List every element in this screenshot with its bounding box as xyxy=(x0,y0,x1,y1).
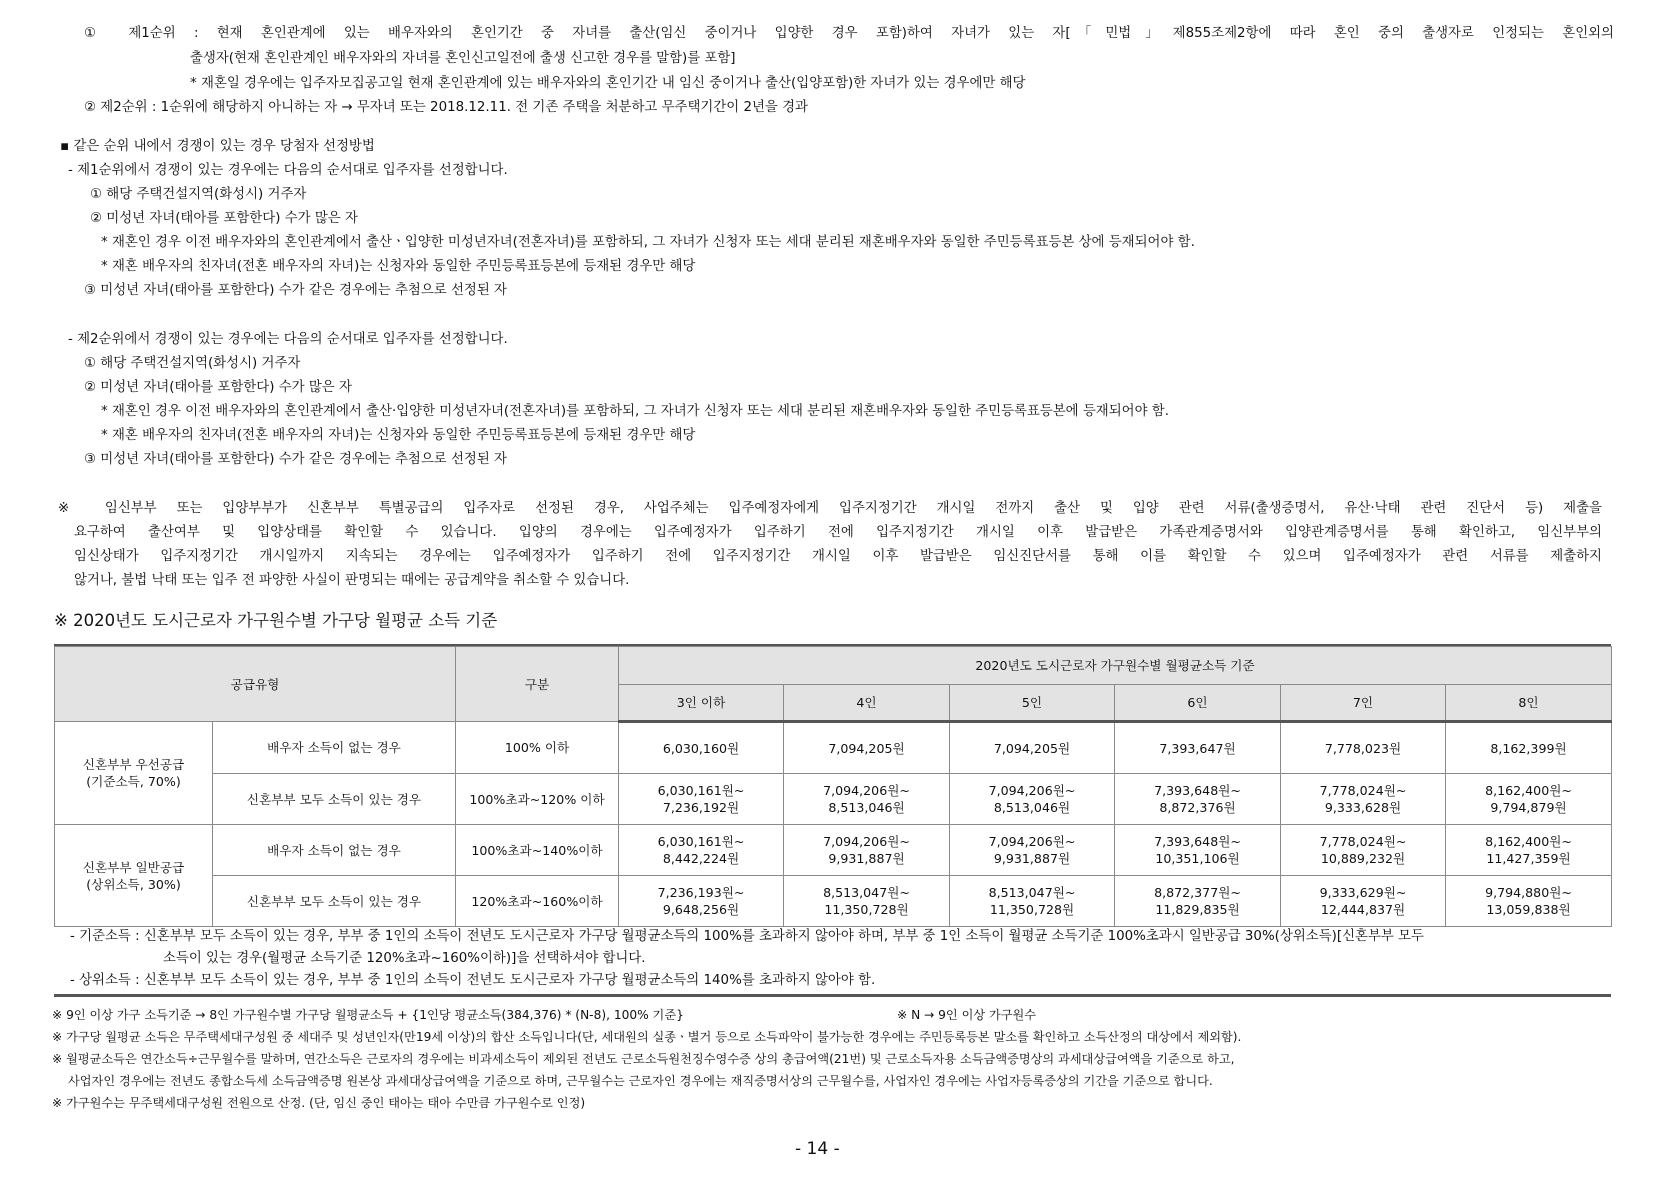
first-rank-item-3: ③ 미성년 자녀(태아를 포함한다) 수가 같은 경우에는 추첨으로 선정된 자 xyxy=(84,283,507,298)
table-row xyxy=(55,876,1612,927)
row-type: 배우자 소득이 없는 경우 xyxy=(213,825,456,876)
income-value: 8,513,047원~ xyxy=(988,885,1076,900)
first-rank-item-2-note-b: * 재혼 배우자의 친자녀(전혼 배우자의 자녀)는 신청자와 동일한 주민등록표등본에 등재된 경우만 해당 xyxy=(101,259,696,274)
income-cell xyxy=(950,825,1115,876)
notice-line-1: ※ 임신부부 또는 입양부부가 신혼부부 특별공급의 입주자로 선정된 경우, 사업주체는 입주예정자에게 입주지정기간 개시일 전까지 출산 및 입양 관련 서류(출생증명서, 유산·낙태 관련 진단서 등) 제출을 xyxy=(58,501,1602,516)
header-col-7: 7인 xyxy=(1281,685,1446,722)
group-label: 신혼부부 우선공급 xyxy=(82,757,185,772)
income-value: 10,351,106원 xyxy=(1155,851,1240,866)
group-priority-supply xyxy=(55,722,213,825)
income-value: 8,162,400원~ xyxy=(1485,834,1572,849)
income-value: 11,350,728원 xyxy=(824,902,909,917)
income-cell xyxy=(1115,774,1281,825)
row-division: 100%초과~120% 이하 xyxy=(456,774,619,825)
notes-bottom-rule xyxy=(54,994,1611,997)
second-rank-item-1: ① 해당 주택건설지역(화성시) 거주자 xyxy=(84,356,301,371)
priority-2: ② 제2순위 : 1순위에 해당하지 아니하는 자 → 무자녀 또는 2018.12.11. 전 기존 주택을 처분하고 무주택기간이 2년을 경과 xyxy=(84,100,808,115)
income-value: 9,794,879원 xyxy=(1490,800,1567,815)
row-type: 배우자 소득이 없는 경우 xyxy=(213,722,456,774)
footnote-n-definition: ※ N → 9인 이상 가구원수 xyxy=(897,1008,1037,1022)
priority-1-line-2: 출생자(현재 혼인관계인 배우자와의 자녀를 혼인신고일전에 출생 신고한 경우를 말함)를 포함] xyxy=(190,51,736,66)
second-rank-item-2-note-b: * 재혼 배우자의 친자녀(전혼 배우자의 자녀)는 신청자와 동일한 주민등록표등본에 등재된 경우만 해당 xyxy=(101,428,696,443)
income-value: 7,094,206원~ xyxy=(988,834,1076,849)
income-value: 8,162,399원 xyxy=(1490,740,1567,756)
income-value: 8,513,046원 xyxy=(993,800,1071,815)
income-cell xyxy=(1446,825,1612,876)
footnote-household-members: ※ 가구원수는 무주택세대구성원 전원으로 산정. (단, 임신 중인 태아는 태아 수만큼 가구원수로 인정) xyxy=(52,1096,586,1110)
header-col-8: 8인 xyxy=(1446,685,1612,722)
income-cell xyxy=(784,774,950,825)
income-value: 7,094,205원 xyxy=(993,740,1071,756)
row-division: 120%초과~160%이하 xyxy=(456,876,619,927)
income-value: 9,333,628원 xyxy=(1324,800,1402,815)
income-cell xyxy=(950,876,1115,927)
income-cell xyxy=(784,876,950,927)
header-supply-type: 공급유형 xyxy=(55,647,456,722)
income-value: 7,236,192원 xyxy=(662,800,740,815)
footnote-9-person: ※ 9인 이상 가구 소득기준 → 8인 가구원수별 가구당 월평균소득 + {1인당 평균소득(384,376) * (N-8), 100% 기준} xyxy=(52,1008,684,1022)
header-col-4: 4인 xyxy=(784,685,950,722)
note-base-income-line-2: 소득이 있는 경우(월평균 소득기준 120%초과~160%이하)]을 선택하셔야 합니다. xyxy=(163,951,646,966)
income-value: 7,778,024원~ xyxy=(1319,783,1407,798)
income-value: 7,778,024원~ xyxy=(1319,834,1407,849)
income-cell xyxy=(1446,722,1612,774)
income-value: 8,872,376원 xyxy=(1159,800,1236,815)
income-value: 9,333,629원~ xyxy=(1319,885,1407,900)
footnote-monthly-income-line-1: ※ 월평균소득은 연간소득÷근무월수를 말하며, 연간소득은 근로자의 경우에는 비과세소득이 제외된 전년도 근로소득원천징수영수증 상의 총급여액(21번) 및 근로소득자용 소득금액증명상의 과세대상급여액을 기준으로 하고, xyxy=(52,1052,1235,1066)
income-value: 8,442,224원 xyxy=(662,851,740,866)
income-cell xyxy=(784,825,950,876)
income-value: 10,889,232원 xyxy=(1320,851,1406,866)
income-value: 11,829,835원 xyxy=(1155,902,1240,917)
income-value: 7,094,206원~ xyxy=(988,783,1076,798)
note-upper-income: - 상위소득 : 신혼부부 모두 소득이 있는 경우, 부부 중 1인의 소득이 전년도 도시근로자 가구당 월평균소득의 140%를 초과하지 않아야 함. xyxy=(70,973,876,988)
income-value: 12,444,837원 xyxy=(1320,902,1406,917)
income-value: 9,648,256원 xyxy=(662,902,740,917)
income-value: 8,513,046원 xyxy=(828,800,905,815)
income-value: 6,030,160원 xyxy=(662,740,740,756)
table-row xyxy=(55,722,1612,774)
selection-heading: ▪ 같은 순위 내에서 경쟁이 있는 경우 당첨자 선정방법 xyxy=(60,139,375,154)
income-value: 7,393,647원 xyxy=(1159,740,1236,756)
footnote-household-income: ※ 가구당 월평균 소득은 무주택세대구성원 중 세대주 및 성년인자(만19세 이상)의 합산 소득입니다(단, 세대원의 실종ㆍ별거 등으로 소득파악이 불가능한 경우에는 주민등록등본 말소를 확인하고 소득산정의 대상에서 제외함). xyxy=(52,1030,1242,1044)
income-cell xyxy=(619,774,784,825)
notice-line-3: 임신상태가 입주지정기간 개시일까지 지속되는 경우에는 입주예정자가 입주하기 전에 입주지정기간 개시일 이후 발급받은 임신진단서를 통해 이를 확인할 수 있으며 입주예정자가 관련 서류를 제출하지 xyxy=(74,549,1602,564)
income-value: 6,030,161원~ xyxy=(657,834,745,849)
income-value: 7,393,648원~ xyxy=(1154,783,1241,798)
income-value: 9,794,880원~ xyxy=(1485,885,1572,900)
income-value: 7,094,206원~ xyxy=(823,783,910,798)
income-cell xyxy=(1446,876,1612,927)
header-col-5: 5인 xyxy=(950,685,1115,722)
table-row xyxy=(55,825,1612,876)
second-rank-item-2: ② 미성년 자녀(태아를 포함한다) 수가 많은 자 xyxy=(84,380,352,395)
header-col-3: 3인 이하 xyxy=(619,685,784,722)
income-standard-table xyxy=(54,646,1612,927)
income-cell xyxy=(1115,825,1281,876)
income-value: 13,059,838원 xyxy=(1486,902,1571,917)
row-type: 신혼부부 모두 소득이 있는 경우 xyxy=(213,876,456,927)
first-rank-intro: - 제1순위에서 경쟁이 있는 경우에는 다음의 순서대로 입주자를 선정합니다. xyxy=(68,163,508,178)
income-cell xyxy=(619,722,784,774)
income-cell xyxy=(1281,722,1446,774)
income-value: 9,931,887원 xyxy=(828,851,905,866)
table-row xyxy=(55,774,1612,825)
header-col-6: 6인 xyxy=(1115,685,1281,722)
first-rank-item-1: ① 해당 주택건설지역(화성시) 거주자 xyxy=(90,187,307,202)
income-value: 8,872,377원~ xyxy=(1154,885,1241,900)
income-value: 7,778,023원 xyxy=(1324,740,1402,756)
income-value: 8,162,400원~ xyxy=(1485,783,1572,798)
income-value: 7,094,206원~ xyxy=(823,834,910,849)
income-cell xyxy=(950,774,1115,825)
income-value: 7,236,193원~ xyxy=(657,885,745,900)
group-label: (상위소득, 30%) xyxy=(86,876,181,892)
row-type: 신혼부부 모두 소득이 있는 경우 xyxy=(213,774,456,825)
footnote-monthly-income-line-2: 사업자인 경우에는 전년도 종합소득세 소득금액증명 원본상 과세대상급여액을 기준으로 하며, 근무월수는 근로자인 경우에는 재직증명서상의 근무월수를, 사업자인 경우에는 사업자등록증상의 기간을 기준으로 합니다. xyxy=(68,1074,1213,1088)
group-label: (기준소득, 70%) xyxy=(86,774,181,789)
income-value: 8,513,047원~ xyxy=(823,885,910,900)
row-division: 100%초과~140%이하 xyxy=(456,825,619,876)
header-division: 구분 xyxy=(456,647,619,722)
income-table-title: ※ 2020년도 도시근로자 가구원수별 가구당 월평균 소득 기준 xyxy=(54,611,498,630)
income-cell xyxy=(1281,825,1446,876)
income-value: 7,094,205원 xyxy=(828,740,905,756)
income-cell xyxy=(1281,876,1446,927)
header-income-group: 2020년도 도시근로자 가구원수별 월평균소득 기준 xyxy=(619,647,1612,685)
group-label: 신혼부부 일반공급 xyxy=(82,859,185,875)
income-cell xyxy=(1115,876,1281,927)
income-cell xyxy=(1115,722,1281,774)
second-rank-intro: - 제2순위에서 경쟁이 있는 경우에는 다음의 순서대로 입주자를 선정합니다. xyxy=(68,332,508,347)
second-rank-item-2-note-a: * 재혼인 경우 이전 배우자와의 혼인관계에서 출산·입양한 미성년자녀(전혼자녀)를 포함하되, 그 자녀가 신청자 또는 세대 분리된 재혼배우자와 동일한 주민등록표등본에 등재되어야 함. xyxy=(101,404,1169,419)
income-cell xyxy=(950,722,1115,774)
income-cell xyxy=(619,825,784,876)
income-cell xyxy=(1281,774,1446,825)
income-cell xyxy=(1446,774,1612,825)
note-base-income-line-1: - 기준소득 : 신혼부부 모두 소득이 있는 경우, 부부 중 1인의 소득이 전년도 도시근로자 가구당 월평균소득의 100%를 초과하지 않아야 하며, 부부 중 1인 소득이 월평균 소득기준 100%초과시 일반공급 30%(상위소득)[신혼부부 모두 xyxy=(70,929,1424,944)
first-rank-item-2-note-a: * 재혼인 경우 이전 배우자와의 혼인관계에서 출산ㆍ입양한 미성년자녀(전혼자녀)를 포함하되, 그 자녀가 신청자 또는 세대 분리된 재혼배우자와 동일한 주민등록표등본 상에 등재되어야 함. xyxy=(101,235,1195,250)
page-number: - 14 - xyxy=(795,1139,840,1159)
income-value: 11,350,728원 xyxy=(989,902,1075,917)
notice-line-2: 요구하여 출산여부 및 입양상태를 확인할 수 있습니다. 입양의 경우에는 입주예정자가 입주하기 전에 입주지정기간 개시일 이후 발급받은 가족관계증명서와 입양관계증명서를 통해 확인하고, 임신부부의 xyxy=(74,525,1602,540)
group-general-supply xyxy=(55,825,213,927)
income-cell xyxy=(784,722,950,774)
priority-1-line-1: ① 제1순위 : 현재 혼인관계에 있는 배우자와의 혼인기간 중 자녀를 출산(임신 중이거나 입양한 경우 포함)하여 자녀가 있는 자[「민법」제855조제2항에 따라 혼인 중의 출생자로 인정되는 혼인외의 xyxy=(84,26,1614,41)
first-rank-item-2: ② 미성년 자녀(태아를 포함한다) 수가 많은 자 xyxy=(90,211,358,226)
priority-1-note: * 재혼일 경우에는 입주자모집공고일 현재 혼인관계에 있는 배우자와의 혼인기간 내 임신 중이거나 출산(입양포함)한 자녀가 있는 경우에만 해당 xyxy=(190,76,1026,91)
notice-line-4: 않거나, 불법 낙태 또는 입주 전 파양한 사실이 판명되는 때에는 공급계약을 취소할 수 있습니다. xyxy=(74,573,630,588)
row-division: 100% 이하 xyxy=(456,722,619,774)
income-value: 9,931,887원 xyxy=(993,851,1071,866)
income-cell xyxy=(619,876,784,927)
income-value: 7,393,648원~ xyxy=(1154,834,1241,849)
second-rank-item-3: ③ 미성년 자녀(태아를 포함한다) 수가 같은 경우에는 추첨으로 선정된 자 xyxy=(84,452,507,467)
income-value: 11,427,359원 xyxy=(1486,851,1571,866)
income-value: 6,030,161원~ xyxy=(657,783,745,798)
